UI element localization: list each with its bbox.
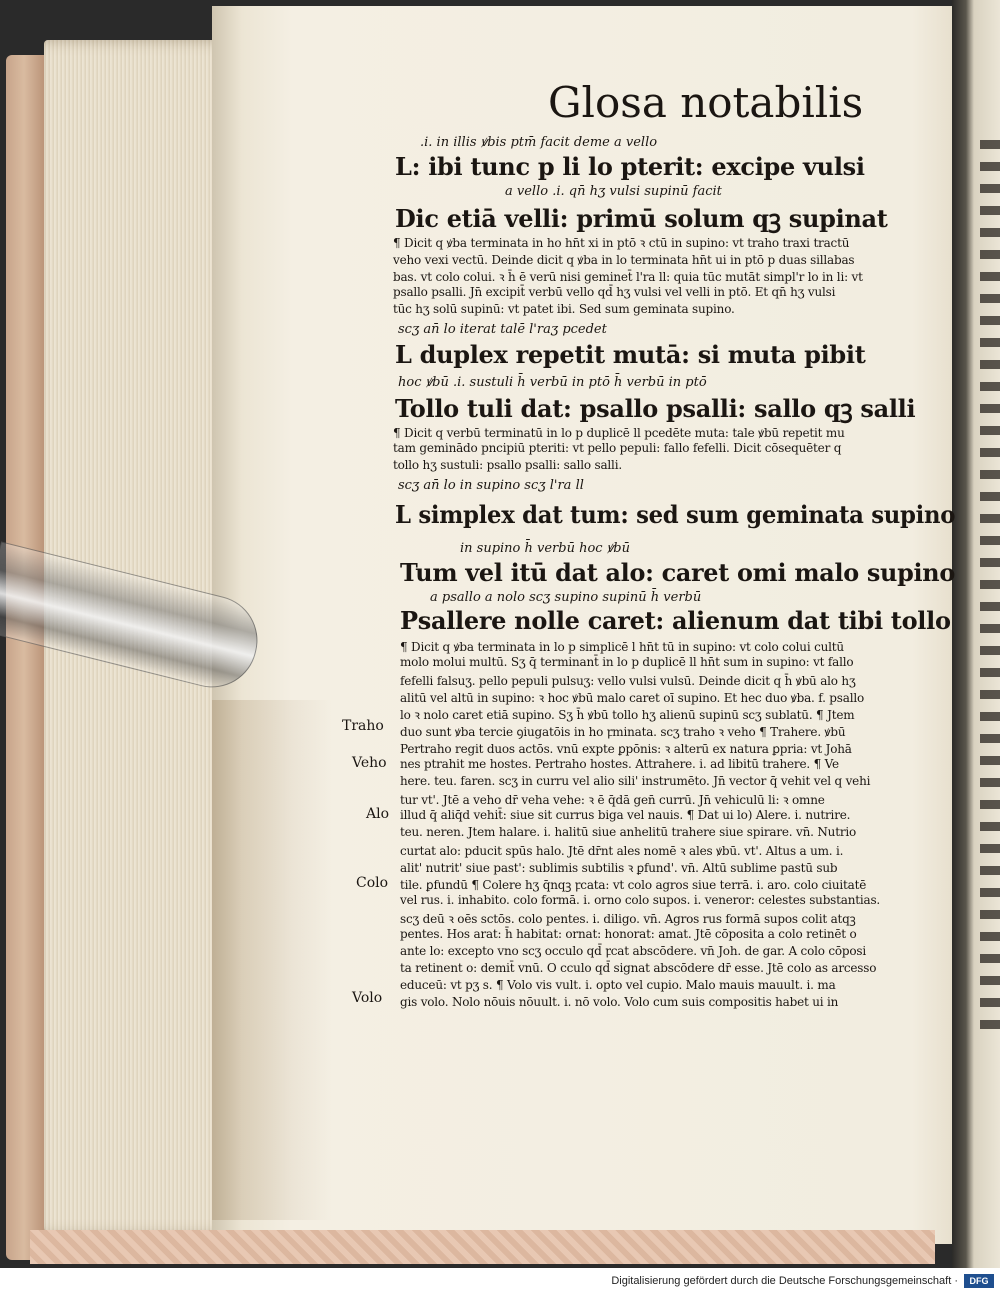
- verse-line: Dic etiā velli: primū solum qꝫ supinat: [395, 204, 888, 233]
- book-cover-bottom: [30, 1230, 935, 1264]
- commentary-line: duo sunt ꝟba tercie ꝯiugatōis in ho ꝼminata. scʒ traho ꝛ veho ¶ Trahere. ꝟbū: [400, 725, 846, 739]
- funding-credit: Digitalisierung gefördert durch die Deutsche Forschungsgemeinschaft ·: [611, 1275, 958, 1287]
- commentary-line: gis volo. Nolo nōuis nōuult. i. nō volo. Volo cum suis compositis habet ui in: [400, 995, 839, 1009]
- interlinear-gloss: hoc ꝟbū .i. sustuli h̄ verbū in ptō h̄ verbū in ptō: [398, 375, 707, 390]
- commentary-line: ta retinent o: demit̄ vnū. O cculo qd̄ signat abscōdere dr̄ esse. Jtē colo as arcesso: [400, 961, 877, 975]
- margin-note: Traho: [342, 718, 384, 734]
- interlinear-gloss: a vello .i. qn̄ hʒ vulsi supinū facit: [505, 184, 722, 199]
- commentary-line: here. teu. faren. scʒ in curru vel alio sili' instrumēto. Jn̄ vector q̄ vehit vel q vehi: [400, 774, 871, 788]
- verse-line: L duplex repetit mutā: si muta pibit: [395, 340, 866, 369]
- dfg-logo: DFG: [964, 1274, 994, 1288]
- commentary-line: psallo psalli. Jn̄ excipit̄ verbū vello qd̄ hʒ vulsi vel velli in ptō. Et qn̄ hʒ vulsi: [393, 285, 836, 299]
- commentary-line: educeū: vt pʒ s. ¶ Volo vis vult. i. opto vel cupio. Malo mauis mauult. i. ma: [400, 978, 836, 992]
- interlinear-gloss: in supino h̄ verbū hoc ꝟbū: [460, 541, 630, 556]
- margin-note: Veho: [352, 755, 387, 771]
- book-cover-edge: [6, 55, 46, 1260]
- interlinear-gloss: .i. in illis ꝟbis ptm̄ facit deme a vello: [420, 135, 658, 150]
- verse-line: Tum vel itū dat alo: caret omi malo supino: [400, 558, 955, 587]
- commentary-line: nes ptrahit me hostes. Pertraho hostes. Attrahere. i. ad libitū trahere. ¶ Ve: [400, 757, 839, 771]
- commentary-line: scʒ deū ꝛ oēs sctōs. colo pentes. i. diligo. vn̄. Agros rus formā supos colit atqꝫ: [400, 912, 856, 926]
- interlinear-gloss: scʒ an̄ lo in supino scʒ l'ra ll: [398, 478, 584, 493]
- verse-line: L: ibi tunc p li lo pterit: excipe vulsi: [395, 152, 865, 181]
- commentary-line: Pertraho regit duos actōs. vnū expte ꝑpōnis: ꝛ alterū ex natura ꝑpria: vt Johā: [400, 742, 852, 756]
- page-stain: [212, 700, 332, 1220]
- commentary-line: fefelli falsuʒ. pello pepuli pulsuʒ: vello vulsi vulsū. Deinde dicit q h̄ ꝟbū alo hʒ: [400, 674, 856, 688]
- commentary-line: lo ꝛ nolo caret etiā supino. Sʒ h̄ ꝟbū tollo hʒ alienū supinū scʒ sublatū. ¶ Jtem: [400, 708, 855, 722]
- commentary-line: tūc hʒ solū supinū: vt patet ibi. Sed sum geminata supino.: [393, 302, 735, 316]
- commentary-line: curtat alo: pducit spūs halo. Jtē dr̄nt ales nomē ꝛ ales ꝟbū. vt'. Altus a um. i.: [400, 844, 844, 858]
- footer-bar: [0, 1268, 1000, 1296]
- commentary-line: tile. ꝑfundū ¶ Colere hʒ q̄nqꝫ ꝼcata: vt colo agros siue terrā. i. aro. colo ciuitatē: [400, 878, 867, 892]
- interlinear-gloss: scʒ an̄ lo iterat talē l'raʒ pcedet: [398, 322, 607, 337]
- page-title: Glosa notabilis: [548, 78, 864, 127]
- commentary-line: tur vt'. Jtē a veho dr̄ veha vehe: ꝛ ē q̄dā gen̄ currū. Jn̄ vehiculū li: ꝛ omne: [400, 793, 825, 807]
- margin-note: Alo: [366, 806, 390, 822]
- margin-note: Volo: [352, 990, 383, 1006]
- commentary-line: veho vexi vectū. Deinde dicit q ꝟba in lo terminata hn̄t ui in ptō p duas sillabas: [393, 253, 855, 267]
- verse-line: Psallere nolle caret: alienum dat tibi tollo: [400, 606, 951, 635]
- margin-note: Colo: [356, 875, 389, 891]
- verse-line: L simplex dat tum: sed sum geminata supino: [395, 500, 956, 529]
- commentary-line: tollo hʒ sustuli: psallo psalli: sallo salli.: [393, 458, 622, 472]
- commentary-line: ¶ Dicit q ꝟba terminata in ho hn̄t xi in ptō ꝛ ctū in supino: vt traho traxi tractū: [393, 236, 850, 250]
- commentary-line: bas. vt colo colui. ꝛ h̄ ē verū nisi geminet̄ l'ra ll: quia tūc mutāt simpl'r lo in li: vt: [393, 270, 863, 284]
- interlinear-gloss: a psallo a nolo scʒ supino supinū h̄ verbū: [430, 590, 702, 605]
- commentary-line: alitū vel altū in supino: ꝛ hoc ꝟbū malo caret oī supino. Et hec duo ꝟba. f. psallo: [400, 691, 864, 705]
- commentary-line: teu. neren. Jtem halare. i. halitū siue anhelitū trahere siue spirare. vn̄. Nutrio: [400, 825, 857, 839]
- commentary-line: ¶ Dicit q ꝟba terminata in lo p simplicē l hn̄t tū in supino: vt colo colui cultū: [400, 640, 844, 654]
- commentary-line: alit' nutrit' siue past': sublimis subtilis ꝛ ꝑfund'. vn̄. Altū sublime pastū sub: [400, 861, 838, 875]
- verse-line: Tollo tuli dat: psallo psalli: sallo qꝫ salli: [395, 394, 916, 423]
- commentary-line: tam geminādo pncipiū pteriti: vt pello pepuli: fallo fefelli. Dicit cōsequēter q: [393, 441, 842, 455]
- commentary-line: illud q̄ aliq̄d vehit̄: siue sit currus biga vel nauis. ¶ Dat ui lo) Alere. i. nutrire.: [400, 808, 851, 822]
- commentary-line: molo molui multū. Sʒ q̄ terminant̄ in lo p duplicē ll hn̄t sum in supino: vt fallo: [400, 655, 854, 669]
- commentary-line: vel rus. i. inhabito. colo formā. i. orno colo supos. i. veneror: celestes substantias.: [400, 893, 881, 907]
- commentary-line: ¶ Dicit q verbū terminatū in lo p duplicē ll pcedēte muta: tale ꝟbū repetit mu: [393, 426, 845, 440]
- facing-page-text: [980, 140, 1000, 1040]
- commentary-line: pentes. Hos arat: h̄ habitat: ornat: honorat: amat. Jtē cōposita a colo retinēt o: [400, 927, 857, 941]
- commentary-line: ante lo: excepto vno scʒ occulo qd̄ ꝼcat abscōdere. vn̄ Joh. de gar. A colo cōposi: [400, 944, 867, 958]
